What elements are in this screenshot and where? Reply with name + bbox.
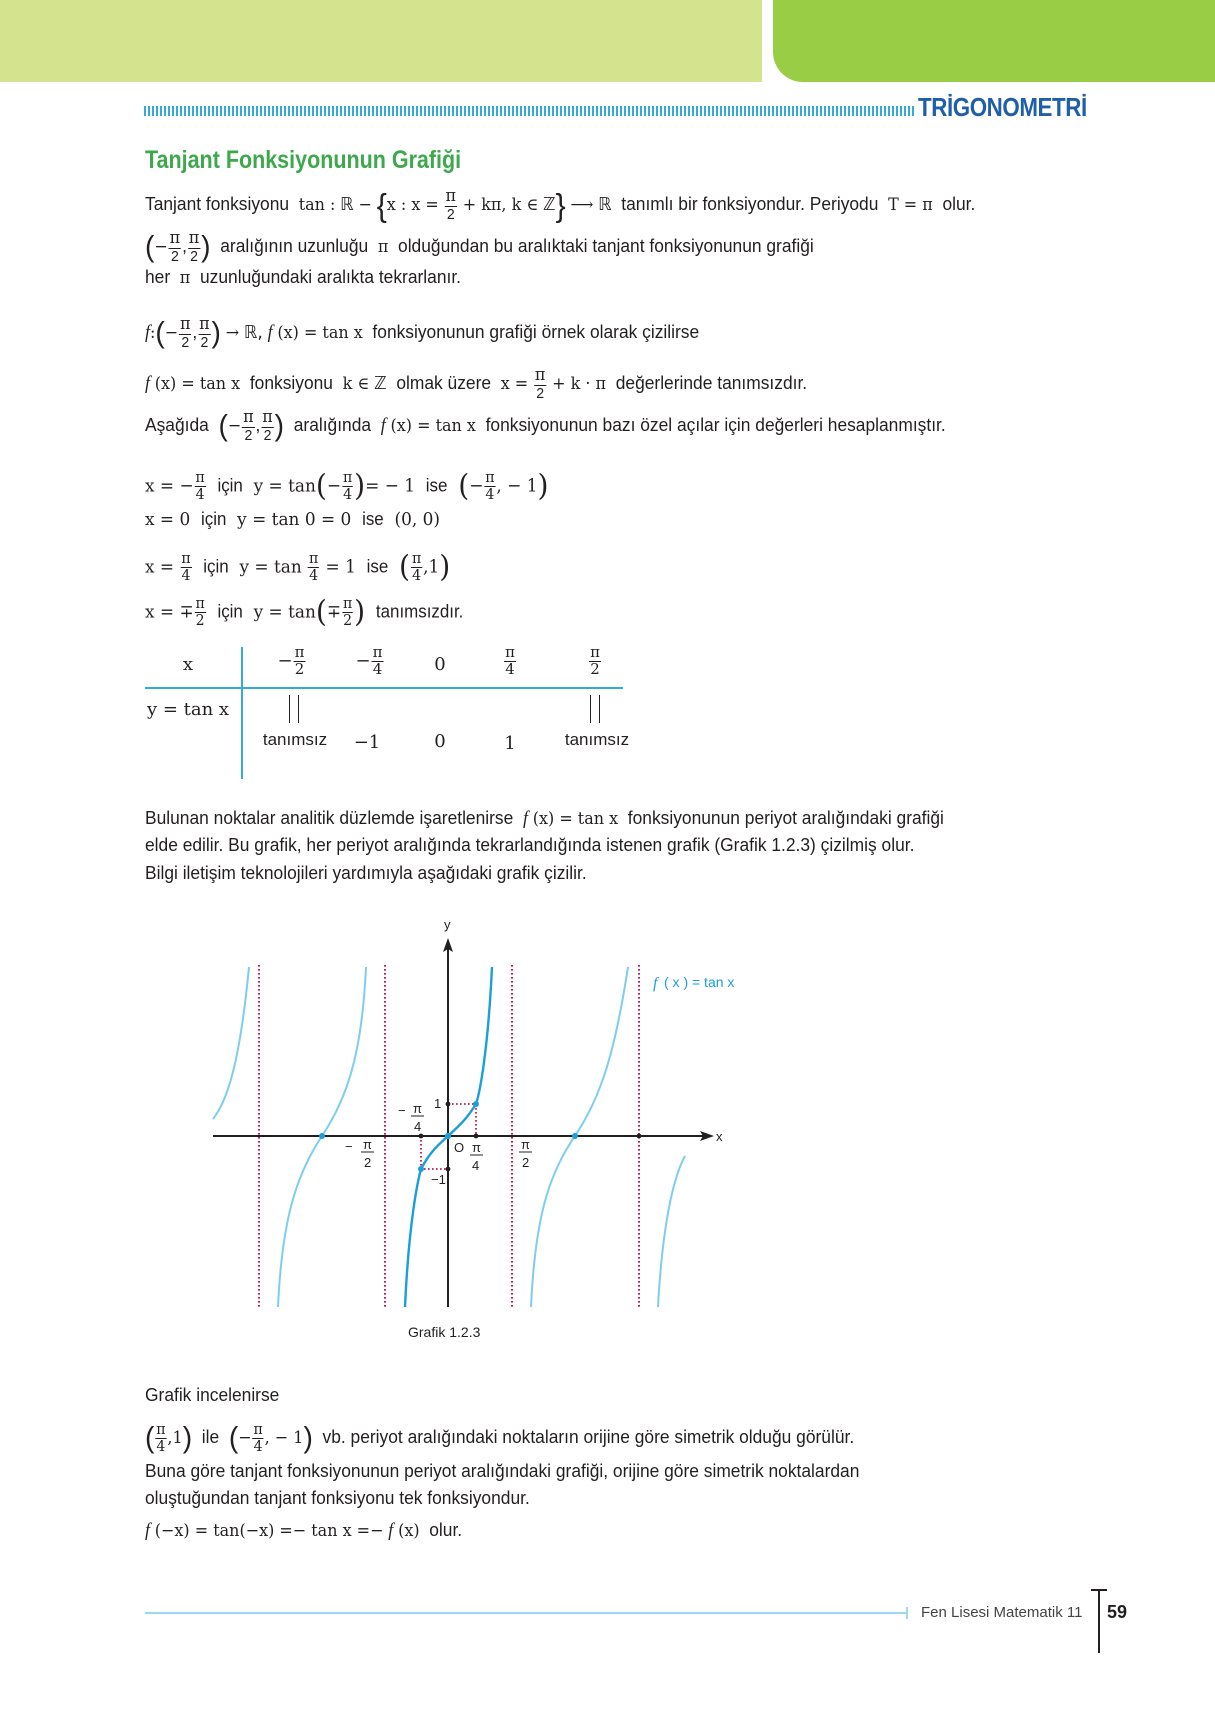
paren-open: ( xyxy=(458,468,470,504)
denominator: 4 xyxy=(156,1436,166,1455)
math-expression: (x) = tan x xyxy=(532,809,619,829)
math-f: f xyxy=(522,808,528,829)
chapter-title: TRİGONOMETRİ xyxy=(918,92,1087,122)
math-minus: − xyxy=(326,475,342,497)
book-title: Fen Lisesi Matematik 11 xyxy=(921,1604,1083,1621)
denominator: 2 xyxy=(446,205,455,223)
math-minus: − xyxy=(469,475,484,497)
numerator: π xyxy=(262,407,273,427)
header-stripe xyxy=(144,106,916,116)
math-minus-plus: ∓ xyxy=(326,601,342,623)
real-numbers-symbol: ℝ, xyxy=(243,322,263,344)
text: olmak üzere xyxy=(396,372,492,394)
fraction xyxy=(261,409,273,444)
text: Bulunan noktalar analitik düzlemde işaretlenirse xyxy=(145,807,514,828)
calc-row-pm-pi-2 xyxy=(145,596,463,629)
fraction xyxy=(294,645,306,678)
math-expression: (x) xyxy=(398,1521,420,1541)
math-expression: + k · π xyxy=(552,374,607,395)
math-minus: − xyxy=(358,195,372,216)
text: ise xyxy=(362,509,384,529)
right-brace: } xyxy=(555,187,566,224)
footer-divider-cap xyxy=(1091,1589,1107,1591)
calc-mid: y = tan xyxy=(253,601,316,623)
fraction xyxy=(504,645,516,678)
calc-lhs: x = − xyxy=(145,475,194,497)
real-numbers-symbol: ℝ xyxy=(340,194,354,216)
denominator: 2 xyxy=(190,247,198,265)
numerator: π xyxy=(309,549,319,567)
definition-line: f:(− $\frac{\pi}{2}$ , $\frac{\pi}{2}$ ) → ℝ, f (x) = tan x fonksiyonunun grafiği örnek olarak çizilirse xyxy=(145,314,700,351)
math-pi: π xyxy=(377,237,389,258)
calc-lhs: x = xyxy=(145,556,175,578)
header-band-dark xyxy=(773,0,1215,82)
text: için xyxy=(217,601,243,622)
text: tanımsızdır. xyxy=(375,601,464,622)
tick-label-minus-1: −1 xyxy=(431,1172,446,1187)
math-expression: (x) = tan x xyxy=(390,416,476,437)
text: vb. periyot aralığındaki noktaların orijine göre simetrik olduğu görülür. xyxy=(322,1426,855,1448)
math-expression: (x) = tan x xyxy=(277,323,363,344)
fraction xyxy=(188,230,200,265)
header-band-light xyxy=(0,0,762,82)
calc-result: = − 1 xyxy=(365,475,416,497)
text: Aşağıda xyxy=(145,414,209,436)
fraction xyxy=(195,470,206,503)
odd-function-formula xyxy=(145,1521,462,1540)
text: için xyxy=(203,556,229,577)
table-header-y: y = tan x xyxy=(146,699,230,720)
text: olur. xyxy=(942,193,976,215)
fraction xyxy=(169,230,181,265)
numerator: π xyxy=(195,594,205,612)
text: tanımlı bir fonksiyondur. Periyodu xyxy=(621,193,879,215)
fraction xyxy=(198,316,210,351)
fraction xyxy=(534,367,546,402)
y-axis-label: y xyxy=(444,917,451,932)
text: için xyxy=(201,509,227,529)
denominator: 2 xyxy=(200,333,209,351)
fraction xyxy=(242,409,254,444)
undefined-bars-icon xyxy=(289,695,299,723)
undefined-bars-icon xyxy=(590,695,600,723)
text: her xyxy=(145,266,171,287)
paren-open: ( xyxy=(315,594,327,630)
tick-pi-4-den: 4 xyxy=(472,1158,480,1173)
text: ile xyxy=(201,1426,220,1448)
denominator: 4 xyxy=(372,659,383,678)
math-minus: − xyxy=(227,416,242,437)
calc-result: = 1 xyxy=(325,556,356,578)
paren-open: ( xyxy=(145,230,155,264)
fraction xyxy=(155,1422,166,1455)
math-f: f xyxy=(267,322,273,344)
fraction xyxy=(372,645,384,678)
numerator: π xyxy=(199,314,210,334)
tick-minus-pi-2-den: 2 xyxy=(364,1155,372,1170)
conclusion-line-4: oluştuğundan tanjant fonksiyonu tek fonksiyondur. xyxy=(145,1487,530,1508)
math-f: f xyxy=(145,373,150,395)
fraction xyxy=(179,316,191,351)
table-y-2: 0 xyxy=(434,731,446,752)
math-minus: − xyxy=(154,237,168,258)
denominator: 4 xyxy=(485,484,495,503)
fraction xyxy=(195,596,206,629)
table-y-1: −1 xyxy=(353,732,381,753)
page-number: 59 xyxy=(1107,1602,1128,1622)
numerator: π xyxy=(505,643,515,661)
minus-sign: − xyxy=(345,1139,353,1154)
fraction-pi-over-2 xyxy=(445,188,457,223)
calc-lhs: x = 0 xyxy=(145,509,191,530)
tangent-graph xyxy=(200,915,760,1315)
denominator: 4 xyxy=(412,565,422,584)
fraction xyxy=(411,551,422,584)
calc-point: (0, 0) xyxy=(394,509,440,530)
conclusion-line-3: Buna göre tanjant fonksiyonunun periyot aralığındaki grafiği, orijine göre simetrik noktalardan xyxy=(145,1460,860,1481)
numerator: π xyxy=(372,643,383,661)
legend xyxy=(653,974,734,992)
numerator: π xyxy=(156,1420,166,1438)
tick-pi-2-den: 2 xyxy=(522,1155,530,1170)
left-brace: { xyxy=(376,187,387,224)
denominator: 4 xyxy=(253,1436,263,1455)
sign: − xyxy=(277,650,293,672)
denominator: 4 xyxy=(505,659,515,678)
numerator: π xyxy=(294,643,305,661)
paren-close: ) xyxy=(182,1421,193,1455)
intro-line-1 xyxy=(145,188,975,223)
legend-text: ( x ) = tan x xyxy=(664,974,735,990)
calc-row-pi-4: x = $\frac{\pi}{4}$ için y = tan $\frac{\pi}{4}$ = 1 ise ( $\frac{\pi}{4}$ ,1) xyxy=(145,549,451,585)
denominator: 2 xyxy=(244,426,253,444)
math-expression: x = xyxy=(500,374,529,395)
calc-mid: y = tan xyxy=(239,556,302,578)
math-pi: π xyxy=(179,268,191,288)
legend-f: f xyxy=(653,975,658,992)
graph-caption: Grafik 1.2.3 xyxy=(408,1324,481,1340)
tick-pi-2-num: π xyxy=(521,1137,530,1152)
fraction xyxy=(308,551,319,584)
text: fonksiyonunun periyot aralığındaki grafiği xyxy=(627,807,944,828)
denominator: 4 xyxy=(309,565,319,584)
table-header-x: x xyxy=(182,654,194,675)
text: aralığında xyxy=(293,414,372,436)
text: uzunluğundaki aralıkta tekrarlanır. xyxy=(199,266,462,287)
fraction xyxy=(589,645,601,678)
real-numbers-symbol: ℝ xyxy=(598,194,612,216)
paren-close: ) xyxy=(537,468,549,504)
numerator: π xyxy=(253,1420,263,1438)
math-minus: − xyxy=(238,1428,252,1449)
numerator: π xyxy=(195,468,205,486)
integers-symbol: ℤ xyxy=(542,194,556,216)
math-tan: tan : xyxy=(298,195,336,216)
text: fonksiyonu xyxy=(249,372,333,394)
footer-rule xyxy=(145,1612,907,1614)
numerator: π xyxy=(411,549,422,567)
fraction xyxy=(342,596,353,629)
text: Tanjant fonksiyonu xyxy=(145,193,290,215)
paren-close: ) xyxy=(211,316,221,350)
table-y-0: tanımsız xyxy=(262,730,328,749)
denominator: 4 xyxy=(195,484,205,503)
paren-close: ) xyxy=(201,230,211,264)
numerator: π xyxy=(590,643,600,661)
fraction xyxy=(253,1422,264,1455)
math-k: k ∈ xyxy=(342,374,370,395)
paren-open: ( xyxy=(145,1421,155,1455)
math-expression: (x) = tan x xyxy=(154,374,241,395)
intro-line-2: (− $\frac{\pi}{2}$ , $\frac{\pi}{2}$ ) aralığının uzunluğu π olduğundan bu aralıktaki tanjant fonksiyonunun grafiği xyxy=(145,228,814,265)
math-period: T = π xyxy=(888,195,933,216)
table-x-zero: 0 xyxy=(434,654,446,675)
calc-mid: y = tan xyxy=(253,475,316,497)
numerator: π xyxy=(180,314,191,334)
denominator: 2 xyxy=(181,333,190,351)
text: aralığının uzunluğu xyxy=(220,235,369,257)
computation-intro-line: Aşağıda (− $\frac{\pi}{2}$ , $\frac{\pi}{2}$ ) aralığında f (x) = tan x fonksiyonunun bazı özel açılar için değerleri hesaplanmıştır. xyxy=(145,407,946,444)
numerator: π xyxy=(342,594,353,612)
minus-sign: − xyxy=(398,1103,406,1118)
denominator: 2 xyxy=(590,659,600,678)
arrow-icon: → xyxy=(225,323,240,344)
table-x-pi-4 xyxy=(503,645,517,678)
numerator: π xyxy=(342,468,353,486)
graph-intro-line-3: Bilgi iletişim teknolojileri yardımıyla aşağıdaki grafik çizilir. xyxy=(145,862,587,883)
math-set: x : x = xyxy=(386,195,439,216)
numerator: π xyxy=(445,186,457,206)
text: olduğundan bu aralıktaki tanjant fonksiyonunun grafiği xyxy=(398,235,814,257)
calc-mid: y = tan 0 = 0 xyxy=(237,509,352,530)
text: için xyxy=(217,475,243,496)
paren-close: ) xyxy=(303,1421,313,1455)
denominator: 2 xyxy=(343,610,353,629)
arrow-icon: ⟶ xyxy=(570,195,594,216)
axis-labels xyxy=(345,917,723,1187)
paren-open: ( xyxy=(399,549,411,585)
denominator: 4 xyxy=(181,565,191,584)
tick-minus-pi-2-num: π xyxy=(363,1137,372,1152)
math-f: f xyxy=(388,1520,394,1541)
footer-rule-tick xyxy=(906,1607,908,1619)
calc-row-minus-pi-4: x = − $\frac{\pi}{4}$ için y = tan(− $\frac{\pi}{4}$ )= − 1 ise (− $\frac{\pi}{4}$ , − 1) xyxy=(145,468,549,504)
denominator: 2 xyxy=(263,426,272,444)
text: ise xyxy=(366,556,389,577)
denominator: 2 xyxy=(195,610,205,629)
math-set: + kπ, k ∈ xyxy=(462,195,539,216)
numerator: π xyxy=(534,365,546,385)
numerator: π xyxy=(188,228,200,248)
calc-lhs: x = ∓ xyxy=(145,601,194,623)
math-minus: − xyxy=(164,323,179,344)
denominator: 4 xyxy=(343,484,353,503)
origin-label: O xyxy=(454,1140,465,1155)
denominator: 2 xyxy=(294,659,305,678)
paren-open: ( xyxy=(155,316,165,350)
section-title: Tanjant Fonksiyonunun Grafiği xyxy=(145,146,462,174)
fraction xyxy=(484,470,495,503)
numerator: π xyxy=(485,468,495,486)
fraction xyxy=(180,551,191,584)
numerator: π xyxy=(169,228,181,248)
conclusion-line-2 xyxy=(145,1422,854,1455)
fraction xyxy=(342,470,353,503)
math-f: f xyxy=(145,322,150,344)
table-y-3: 1 xyxy=(504,733,516,754)
math-point: , − 1 xyxy=(264,1428,304,1449)
tick-minus-pi-4-den: 4 xyxy=(414,1119,422,1134)
paren-close: ) xyxy=(274,409,285,443)
sign: − xyxy=(355,650,371,672)
paren-close: ) xyxy=(439,549,451,585)
text: fonksiyonunun grafiği örnek olarak çizilirse xyxy=(372,321,700,343)
numerator: π xyxy=(181,549,191,567)
footer-divider xyxy=(1098,1589,1100,1653)
paren-close: ) xyxy=(354,594,366,630)
x-axis-label: x xyxy=(716,1129,723,1144)
paren-close: ) xyxy=(354,468,366,504)
graph-intro-line-1 xyxy=(145,809,944,828)
math-f: f xyxy=(380,415,386,437)
tick-minus-pi-4-num: π xyxy=(413,1101,422,1116)
intro-line-3 xyxy=(145,268,461,287)
text: değerlerinde tanımsızdır. xyxy=(615,372,808,394)
denominator: 2 xyxy=(171,247,179,265)
text: fonksiyonunun bazı özel açılar için değerleri hesaplanmıştır. xyxy=(485,414,946,436)
text: ise xyxy=(425,475,448,496)
table-horizontal-rule xyxy=(145,687,623,689)
text: olur. xyxy=(429,1519,463,1540)
paren-open: ( xyxy=(315,468,327,504)
graph-intro-line-2: elde edilir. Bu grafik, her periyot aralığında tekrarlandığında istenen grafik (Grafik 1.2.3) çizilmiş olur. xyxy=(145,834,915,855)
math-f: f xyxy=(145,1520,150,1541)
table-x-minus-pi-4 xyxy=(356,645,385,678)
paren-open: ( xyxy=(218,409,228,443)
math-point: ,1 xyxy=(167,1428,183,1449)
numerator: π xyxy=(243,407,254,427)
undefined-points-line xyxy=(145,367,807,402)
integers-symbol: ℤ xyxy=(374,373,387,395)
math-colon: : xyxy=(149,323,156,344)
math-expression: (−x) = tan(−x) =− tan x =− xyxy=(154,1521,384,1541)
tick-pi-4-num: π xyxy=(472,1140,481,1155)
denominator: 2 xyxy=(536,384,545,402)
table-y-4: tanımsız xyxy=(564,730,630,749)
table-x-pi-2 xyxy=(588,645,602,678)
table-vertical-rule xyxy=(241,647,243,779)
tick-label-1: 1 xyxy=(434,1096,442,1111)
calc-row-zero xyxy=(145,510,440,529)
paren-open: ( xyxy=(228,1421,239,1455)
table-x-minus-pi-2 xyxy=(278,645,307,678)
conclusion-line-1: Grafik incelenirse xyxy=(145,1384,280,1405)
